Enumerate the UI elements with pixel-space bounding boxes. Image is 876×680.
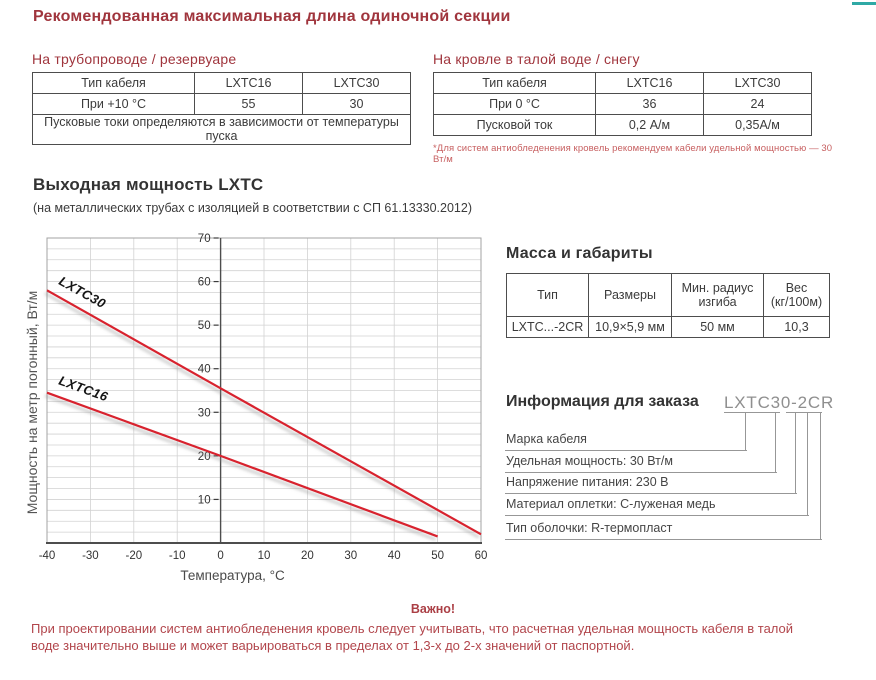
table-row — [434, 115, 812, 136]
y-tick-label: 30 — [197, 407, 211, 420]
x-tick-label: 40 — [387, 550, 401, 562]
order-label-row: Напряжение питания: 230 В — [505, 474, 797, 494]
roof-row0-lxtc30: 24 — [704, 94, 812, 115]
x-tick-label: 50 — [431, 550, 444, 562]
x-tick-label: 10 — [257, 550, 271, 562]
order-code-underline — [724, 412, 780, 413]
roof-row0-label: При 0 °C — [434, 94, 596, 115]
y-axis-title: Мощность на метр погонный, Вт/м — [25, 290, 40, 515]
mass-section — [506, 245, 823, 338]
x-tick-label: -10 — [168, 550, 186, 562]
roof-header-lxtc16: LXTC16 — [596, 73, 704, 94]
x-tick-label: 60 — [474, 550, 488, 562]
roof-header-lxtc30: LXTC30 — [704, 73, 812, 94]
y-tick-label: 20 — [197, 450, 211, 463]
pipe-table-title: На трубопроводе / резервуаре — [32, 51, 237, 67]
pipe-header-lxtc30: LXTC30 — [303, 73, 411, 94]
x-tick-label: -20 — [125, 550, 143, 562]
series-label-LXTC16: LXTC16 — [56, 372, 111, 405]
chart-canvas — [25, 232, 500, 587]
roof-table-section — [433, 51, 833, 165]
table-row — [434, 94, 812, 115]
mass-header-bend-radius: Мин. радиус изгиба — [672, 274, 764, 317]
order-info-title: Информация для заказа — [506, 393, 699, 410]
pipe-header-lxtc16: LXTC16 — [195, 73, 303, 94]
page-title: Рекомендованная максимальная длина одиночной секции — [33, 8, 511, 25]
mass-title: Масса и габариты — [506, 245, 653, 262]
roof-header-cable-type: Тип кабеля — [434, 73, 596, 94]
output-power-chart — [25, 232, 500, 587]
roof-row0-lxtc16: 36 — [596, 94, 704, 115]
roof-row1-lxtc30: 0,35А/м — [704, 115, 812, 136]
output-power-title: Выходная мощность LXTC — [33, 175, 264, 194]
x-axis-title: Температура, °C — [180, 568, 285, 583]
roof-table-title: На кровле в талой воде / снегу — [433, 51, 640, 67]
order-code: LXTC30-2CR — [724, 393, 835, 412]
order-label-row: Марка кабеля — [505, 431, 747, 451]
important-body — [31, 620, 871, 654]
mass-table — [506, 273, 830, 338]
important-title: Важно! — [410, 602, 456, 616]
order-label-row: Тип оболочки: R-термопласт — [505, 520, 822, 540]
pipe-value-lxtc30: 30 — [303, 94, 411, 115]
pipe-row-label: При +10 °C — [33, 94, 195, 115]
mass-header-size: Размеры — [589, 274, 672, 317]
x-tick-label: 0 — [217, 550, 224, 562]
pipe-footer-note: Пусковые токи определяются в зависимости от температуры пуска — [33, 115, 411, 145]
x-tick-label: 20 — [301, 550, 314, 562]
roof-footnote: *Для систем антиобледенения кровель рекомендуем кабели удельной мощностью — 30 Вт/м — [433, 143, 833, 165]
output-power-subtitle: (на металлических трубах с изоляцией в соответствии с СП 61.13330.2012) — [33, 201, 472, 215]
mass-header-weight: Вес (кг/100м) — [764, 274, 830, 317]
y-tick-label: 50 — [197, 320, 211, 333]
y-tick-label: 60 — [197, 276, 211, 289]
y-tick-label: 10 — [197, 494, 211, 507]
mass-header-type: Тип — [507, 274, 589, 317]
roof-row1-lxtc16: 0,2 А/м — [596, 115, 704, 136]
x-tick-label: 30 — [344, 550, 358, 562]
pipe-header-cable-type: Тип кабеля — [33, 73, 195, 94]
y-tick-label: 40 — [197, 363, 211, 376]
mass-value-weight: 10,3 — [764, 317, 830, 338]
table-row — [434, 73, 812, 94]
roof-table — [433, 72, 812, 136]
pipe-value-lxtc16: 55 — [195, 94, 303, 115]
mass-value-bend-radius: 50 мм — [672, 317, 764, 338]
table-row — [507, 274, 830, 317]
pipe-table — [32, 72, 411, 145]
table-row — [507, 317, 830, 338]
mass-value-size: 10,9×5,9 мм — [589, 317, 672, 338]
important-line-1: При проектировании систем антиобледенения кровель следует учитывать, что расчетная удельная мощность кабеля в талой — [31, 621, 794, 636]
x-tick-label: -40 — [38, 550, 56, 562]
order-label-row: Материал оплетки: С-луженая медь — [505, 496, 809, 516]
important-line-2: воде значительно выше и может варьироваться в пределах от 1,3-х до 2-х значений от паспортной. — [31, 638, 635, 653]
mass-value-type: LXTC...-2CR — [507, 317, 589, 338]
table-row — [33, 94, 411, 115]
y-tick-label: 70 — [197, 233, 211, 245]
table-row — [33, 73, 411, 94]
table-row — [33, 115, 411, 145]
order-code-underline — [786, 412, 822, 413]
series-label-LXTC30: LXTC30 — [56, 273, 109, 312]
x-tick-label: -30 — [82, 550, 99, 562]
order-label-row: Удельная мощность: 30 Вт/м — [505, 453, 777, 473]
teal-accent-bar — [852, 2, 876, 5]
chart-line-LXTC16 — [47, 393, 438, 537]
roof-row1-label: Пусковой ток — [434, 115, 596, 136]
pipe-table-section — [32, 51, 407, 145]
